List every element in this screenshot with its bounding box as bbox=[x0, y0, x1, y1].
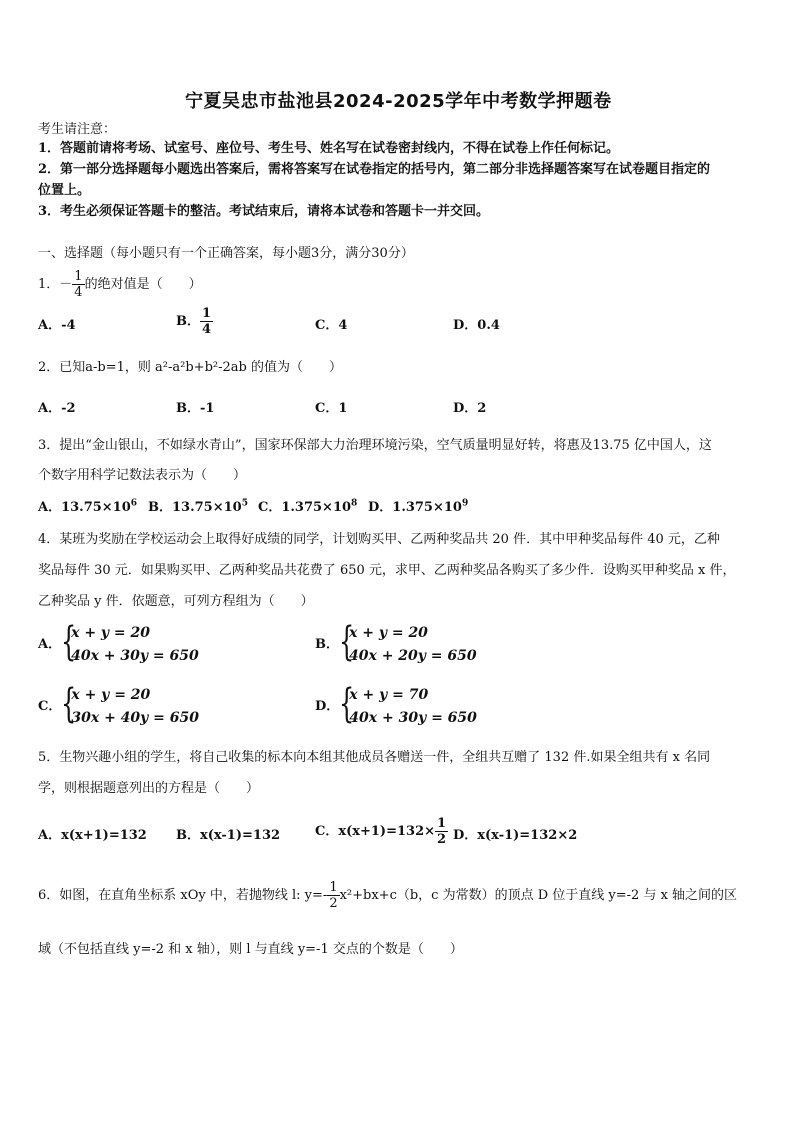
option-text: C．x(x+1)=132× bbox=[315, 824, 436, 839]
option-label: A． bbox=[38, 637, 62, 652]
fraction bbox=[327, 880, 339, 911]
exponent: 5 bbox=[241, 498, 248, 509]
page-title: 宁夏吴忠市盐池县2024-2025学年中考数学押题卷 bbox=[185, 91, 612, 112]
option-label: B． bbox=[176, 314, 200, 329]
exponent: 8 bbox=[351, 498, 358, 509]
q1-option-b bbox=[176, 306, 213, 337]
q2-option-c: C．1 bbox=[315, 401, 348, 416]
fraction-denominator: 2 bbox=[437, 832, 447, 847]
equation-system bbox=[339, 681, 477, 730]
q1-option-a: A．-4 bbox=[38, 318, 76, 333]
equation: x + y = 20 bbox=[349, 625, 428, 641]
q1-option-d: D．0.4 bbox=[453, 318, 500, 333]
fraction-numerator: 1 bbox=[202, 306, 212, 321]
question-5-stem-line2: 学，则根据题意列出的方程是（ ） bbox=[38, 781, 260, 796]
question-6-stem-line2: 域（不包括直线 y=-2 和 x 轴），则 l 与直线 y=-1 交点的个数是（ ） bbox=[38, 942, 463, 957]
fraction-numerator: 1 bbox=[74, 269, 83, 284]
question-text: 的绝对值是（ ） bbox=[84, 277, 202, 292]
q3-option-a bbox=[38, 499, 137, 517]
notice-item-2-cont: 位置上。 bbox=[38, 183, 91, 198]
fraction-denominator: 4 bbox=[74, 285, 83, 300]
minus-sign: － bbox=[59, 277, 73, 292]
option-label: C． bbox=[38, 699, 62, 714]
fraction-denominator: 4 bbox=[202, 322, 212, 337]
equation-system bbox=[61, 681, 199, 730]
fraction bbox=[200, 306, 213, 337]
option-text: B．13.75×10 bbox=[148, 500, 242, 515]
question-text-cont: x²+bx+c（b，c 为常数）的顶点 D 位于直线 y=-2 与 x 轴之间的区 bbox=[339, 888, 738, 903]
equation: 40x + 20y = 650 bbox=[349, 648, 477, 664]
fraction-numerator: 1 bbox=[329, 880, 338, 895]
brace-symbol: { bbox=[61, 619, 77, 665]
question-1-stem bbox=[38, 269, 202, 300]
equation: 40x + 30y = 650 bbox=[349, 710, 477, 726]
q4-option-c bbox=[38, 681, 199, 730]
q1-option-c: C．4 bbox=[315, 318, 348, 333]
equation: 30x + 40y = 650 bbox=[71, 710, 199, 726]
q3-option-d bbox=[368, 499, 468, 517]
q5-option-d: D．x(x-1)=132×2 bbox=[453, 828, 578, 843]
option-text: A．13.75×10 bbox=[38, 500, 131, 515]
brace-symbol: { bbox=[61, 681, 77, 727]
fraction-numerator: 1 bbox=[437, 816, 447, 831]
notice-item-2: 2．第一部分选择题每小题选出答案后，需将答案写在试卷指定的括号内，第二部分非选择题答案写在试卷题目指定的 bbox=[38, 162, 711, 177]
question-3-stem-line2: 个数字用科学记数法表示为（ ） bbox=[38, 468, 247, 483]
question-2-stem: 2．已知a-b=1，则 a²-a²b+b²-2ab 的值为（ ） bbox=[38, 360, 342, 375]
option-label: D． bbox=[315, 699, 340, 714]
question-5-stem-line1: 5．生物兴趣小组的学生，将自己收集的标本向本组其他成员各赠送一件，全组共互赠了 132 件.如果全组共有 x 名同 bbox=[38, 750, 711, 765]
brace-symbol: { bbox=[339, 619, 355, 665]
option-label: B． bbox=[315, 637, 339, 652]
equation: 40x + 30y = 650 bbox=[71, 648, 199, 664]
fraction bbox=[72, 269, 84, 300]
notice-item-1: 1．答题前请将考场、试室号、座位号、考生号、姓名写在试卷密封线内，不得在试卷上作任何标记。 bbox=[38, 141, 620, 156]
q2-option-d: D．2 bbox=[453, 401, 487, 416]
q4-option-b bbox=[315, 619, 477, 668]
fraction-denominator: 2 bbox=[329, 896, 338, 911]
question-text: 6．如图，在直角坐标系 xOy 中，若抛物线 l: y=- bbox=[38, 888, 328, 903]
equation-system bbox=[61, 619, 199, 668]
q2-option-a: A．-2 bbox=[38, 401, 76, 416]
equation: x + y = 20 bbox=[71, 687, 151, 703]
question-4-stem-line1: 4．某班为奖励在学校运动会上取得好成绩的同学，计划购买甲、乙两种奖品共 20 件．其中甲种奖品每件 40 元，乙种 bbox=[38, 532, 720, 547]
option-text: D．1.375×10 bbox=[368, 500, 462, 515]
question-number: 1． bbox=[38, 277, 60, 292]
q4-option-a bbox=[38, 619, 199, 668]
section-heading: 一、选择题（每小题只有一个正确答案，每小题3分，满分30分） bbox=[38, 246, 414, 261]
q3-option-c bbox=[258, 499, 357, 517]
question-6-stem-line1 bbox=[38, 880, 737, 911]
equation-system bbox=[339, 619, 477, 668]
exponent: 6 bbox=[130, 498, 138, 509]
q5-option-b: B．x(x-1)=132 bbox=[176, 828, 281, 843]
question-3-stem-line1: 3．提出“金山银山，不如绿水青山”，国家环保部大力治理环境污染，空气质量明显好转，将惠及13.75 亿中国人，这 bbox=[38, 438, 712, 453]
q3-option-b bbox=[148, 499, 248, 517]
notice-item-3: 3．考生必须保证答题卡的整洁。考试结束后，请将本试卷和答题卡一并交回。 bbox=[38, 204, 490, 219]
notice-heading: 考生请注意： bbox=[38, 122, 117, 137]
equation: x + y = 20 bbox=[71, 625, 151, 641]
equation: x + y = 70 bbox=[349, 687, 429, 703]
exponent: 9 bbox=[461, 498, 469, 509]
question-4-stem-line3: 乙种奖品 y 件．依题意，可列方程组为（ ） bbox=[38, 594, 314, 609]
question-4-stem-line2: 奖品每件 30 元．如果购买甲、乙两种奖品共花费了 650 元，求甲、乙两种奖品各购买了多少件．设购买甲种奖品 x 件， bbox=[38, 563, 736, 578]
option-text: C．1.375×10 bbox=[258, 500, 352, 515]
q5-option-c bbox=[315, 816, 448, 847]
q5-option-a: A．x(x+1)=132 bbox=[38, 828, 147, 843]
fraction bbox=[435, 816, 448, 847]
q2-option-b: B．-1 bbox=[176, 401, 215, 416]
brace-symbol: { bbox=[339, 681, 355, 727]
q4-option-d bbox=[315, 681, 477, 730]
